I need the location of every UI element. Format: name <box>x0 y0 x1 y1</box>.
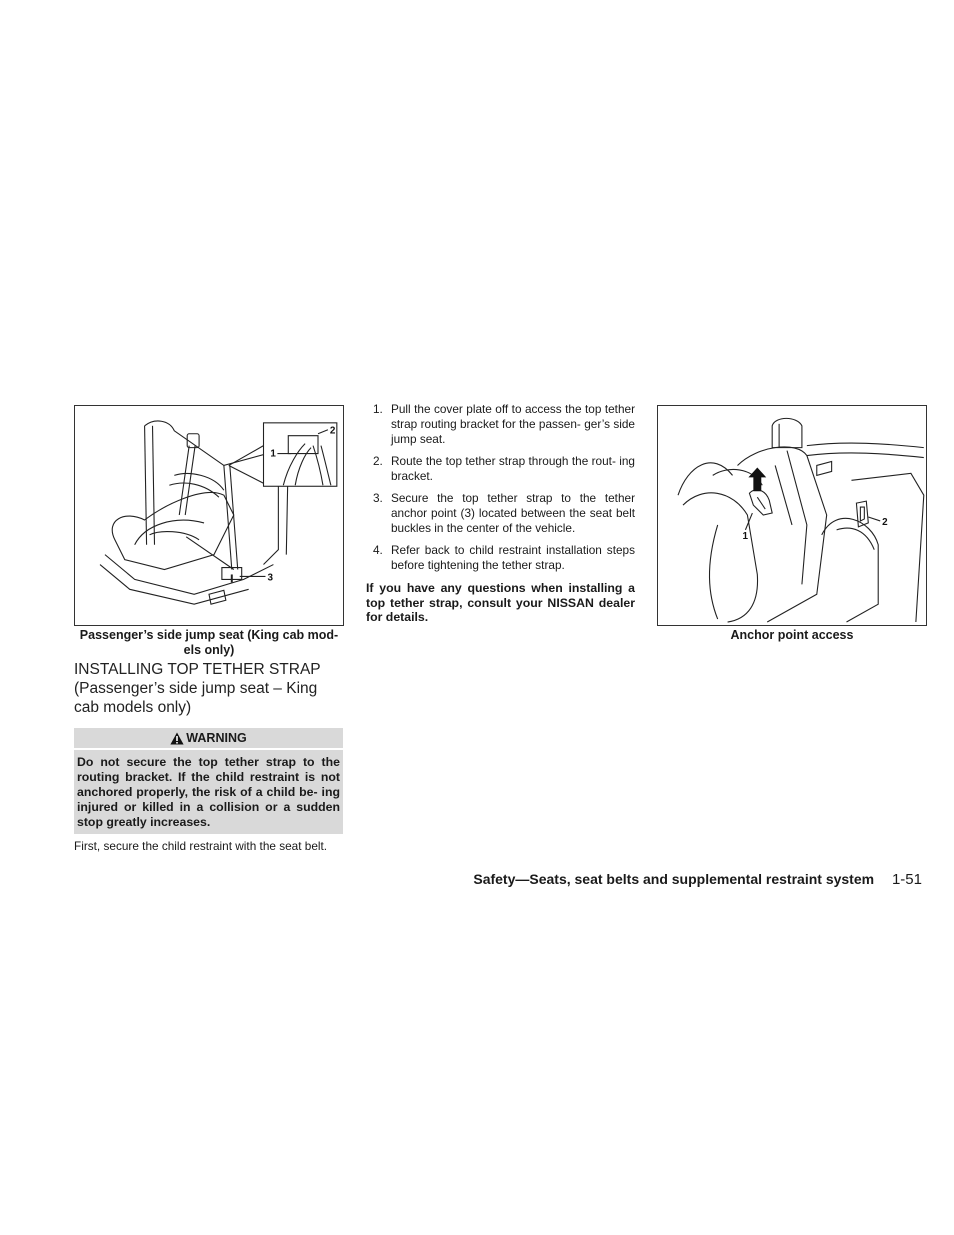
step-item: 3. Secure the top tether strap to the tether anchor point (3) located between the seat belt buckles in the center of the vehicle. <box>373 491 635 535</box>
callout-1-right: 1 <box>742 530 748 542</box>
step-item: 1. Pull the cover plate off to access the top tether strap routing bracket for the passen- ger’s side jump seat. <box>373 402 635 446</box>
up-arrow-icon <box>748 467 766 491</box>
footer-section-title: Safety—Seats, seat belts and supplemental restraint system <box>473 871 875 887</box>
jump-seat-illustration <box>74 405 344 626</box>
callout-2-right: 2 <box>882 516 888 528</box>
callout-3-left: 3 <box>267 572 273 584</box>
warning-text: Do not secure the top tether strap to the routing bracket. If the child restraint is not anchored properly, the risk of a child be- ing injured or killed in a collision or a sudden stop greatly increases. <box>77 755 340 829</box>
anchor-point-illustration <box>657 405 927 626</box>
intro-paragraph: First, secure the child restraint with the seat belt. <box>74 839 328 853</box>
warning-title-bar <box>74 728 343 750</box>
child-seat-drawing <box>75 406 343 625</box>
anchor-point-drawing <box>658 406 926 625</box>
warning-box <box>74 728 343 834</box>
callout-2-left: 2 <box>329 425 336 437</box>
installation-steps <box>366 402 635 580</box>
warning-triangle-icon <box>170 732 184 745</box>
figure-left-caption: Passenger’s side jump seat (King cab mod- els only) <box>79 628 339 657</box>
figure-right-caption: Anchor point access <box>730 628 854 642</box>
step-item: 4. Refer back to child restraint installation steps before tightening the tether strap. <box>373 543 635 572</box>
dealer-note: If you have any questions when installing a top tether strap, consult your NISSAN dealer for details. <box>366 581 635 624</box>
warning-title: WARNING <box>186 731 247 745</box>
step-item: 2. Route the top tether strap through the rout- ing bracket. <box>373 454 635 483</box>
section-heading: INSTALLING TOP TETHER STRAP (Passenger’s side jump seat – King cab models only) <box>74 661 321 716</box>
page-footer <box>473 871 922 888</box>
callout-1-left: 1 <box>270 448 276 460</box>
page-number: 1-51 <box>891 871 922 888</box>
